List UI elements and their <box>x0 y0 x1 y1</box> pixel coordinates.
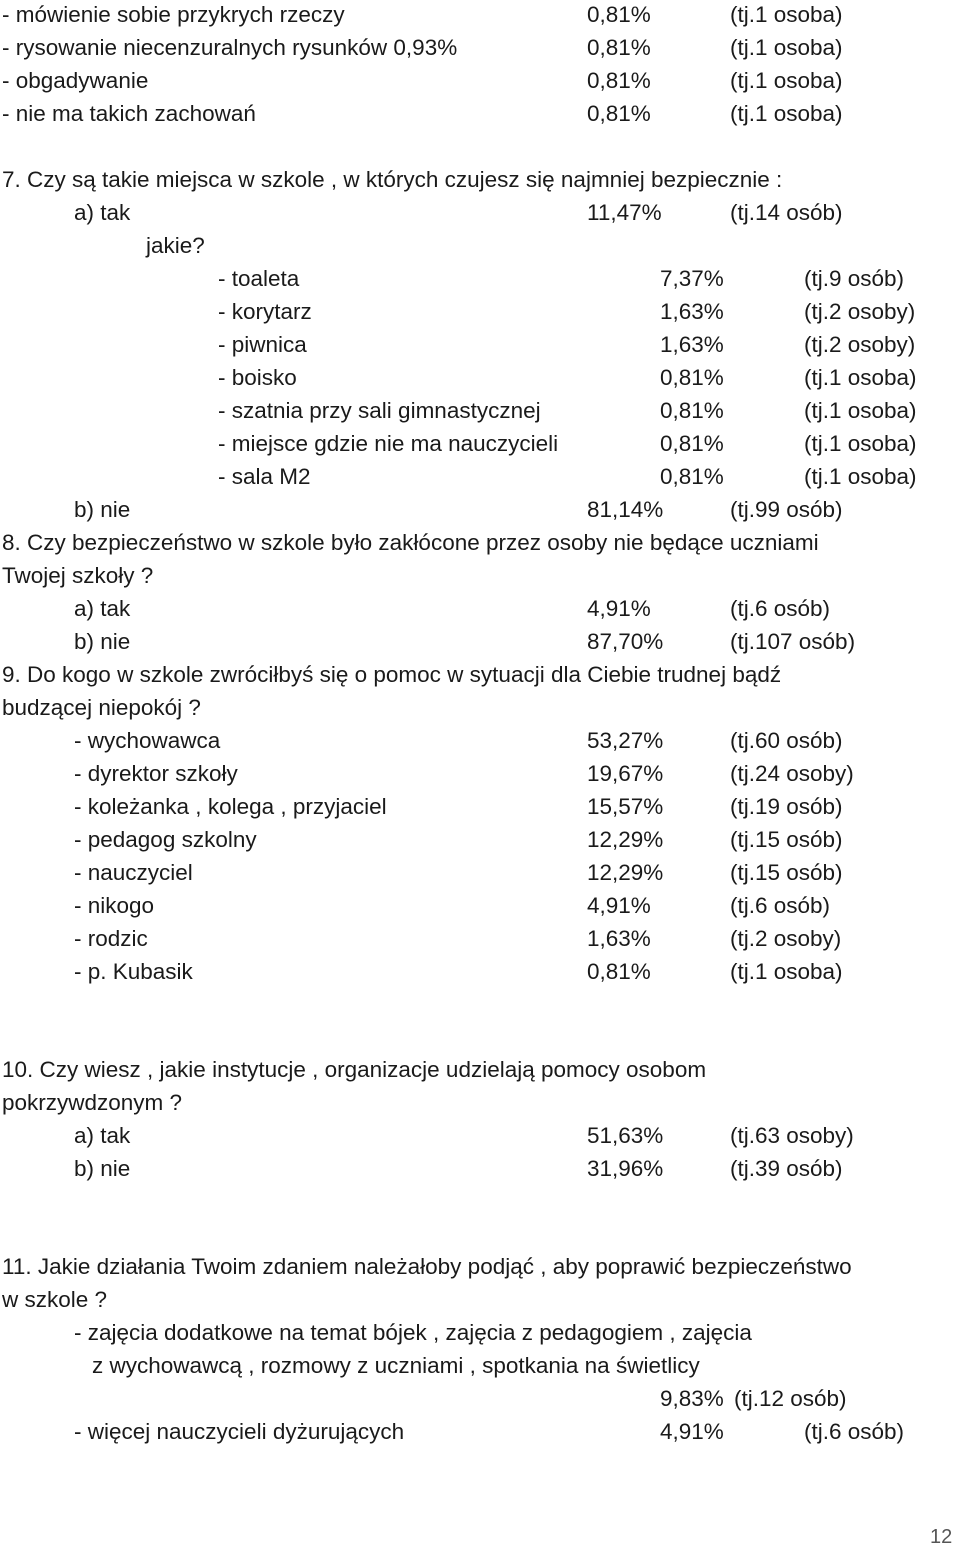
list-item-percent: 1,63% <box>660 299 724 324</box>
list-item-label: - nie ma takich zachowań <box>2 101 256 126</box>
answer-count: (tj.14 osób) <box>730 200 843 225</box>
sub-question: jakie? <box>146 233 205 258</box>
answer-count: (tj.63 osoby) <box>730 1123 854 1148</box>
list-item-percent: 0,81% <box>660 431 724 456</box>
list-item-count: (tj.1 osoba) <box>730 68 843 93</box>
list-item-label: - zajęcia dodatkowe na temat bójek , zajęcia z pedagogiem , zajęcia <box>74 1320 752 1345</box>
list-item-percent: 4,91% <box>660 1419 724 1444</box>
list-item-count: (tj.1 osoba) <box>730 2 843 27</box>
list-item-count: (tj.6 osób) <box>730 893 831 918</box>
list-item-count: (tj.12 osób) <box>734 1386 847 1411</box>
answer-count: (tj.39 osób) <box>730 1156 843 1181</box>
question-heading: 9. Do kogo w szkole zwróciłbyś się o pomoc w sytuacji dla Ciebie trudnej bądź <box>2 662 782 687</box>
list-item-percent: 0,81% <box>587 68 651 93</box>
question-heading: 10. Czy wiesz , jakie instytucje , organizacje udzielają pomocy osobom <box>2 1057 707 1082</box>
question-heading-continued: w szkole ? <box>2 1287 108 1312</box>
answer-percent: 81,14% <box>587 497 664 522</box>
list-item-label: - rodzic <box>74 926 148 951</box>
list-item-label: - pedagog szkolny <box>74 827 257 852</box>
list-item-percent: 7,37% <box>660 266 724 291</box>
list-item-percent: 0,81% <box>587 2 651 27</box>
list-item-label: - koleżanka , kolega , przyjaciel <box>74 794 387 819</box>
answer-percent: 31,96% <box>587 1156 664 1181</box>
list-item-percent: 0,81% <box>587 101 651 126</box>
list-item-count: (tj.1 osoba) <box>730 959 843 984</box>
list-item-label: - piwnica <box>218 332 307 357</box>
list-item-count: (tj.1 osoba) <box>730 35 843 60</box>
list-item-percent: 4,91% <box>587 893 651 918</box>
question-heading-continued: Twojej szkoły ? <box>2 563 154 588</box>
list-item-count: (tj.1 osoba) <box>804 431 917 456</box>
page-number: 12 <box>930 1526 953 1548</box>
list-item-count: (tj.2 osoby) <box>804 299 916 324</box>
list-item-count: (tj.9 osób) <box>804 266 905 291</box>
answer-percent: 87,70% <box>587 629 664 654</box>
answer-count: (tj.99 osób) <box>730 497 843 522</box>
list-item-count: (tj.19 osób) <box>730 794 843 819</box>
answer-label: b) nie <box>74 629 131 654</box>
list-item-count: (tj.1 osoba) <box>804 365 917 390</box>
list-item-percent: 0,81% <box>587 35 651 60</box>
list-item-percent: 1,63% <box>587 926 651 951</box>
list-item-count: (tj.15 osób) <box>730 860 843 885</box>
answer-label: a) tak <box>74 596 131 621</box>
list-item-label: - sala M2 <box>218 464 311 489</box>
list-item-label: - p. Kubasik <box>74 959 193 984</box>
list-item-label-continued: z wychowawcą , rozmowy z uczniami , spotkania na świetlicy <box>92 1353 700 1378</box>
answer-label: a) tak <box>74 1123 131 1148</box>
list-item-label: - szatnia przy sali gimnastycznej <box>218 398 541 423</box>
list-item-label: - boisko <box>218 365 297 390</box>
answer-percent: 51,63% <box>587 1123 664 1148</box>
list-item-percent: 15,57% <box>587 794 664 819</box>
list-item-label: - rysowanie niecenzuralnych rysunków 0,93% <box>2 35 458 60</box>
list-item-percent: 0,81% <box>660 398 724 423</box>
list-item-percent: 0,81% <box>660 365 724 390</box>
answer-count: (tj.107 osób) <box>730 629 856 654</box>
question-heading: 8. Czy bezpieczeństwo w szkole było zakłócone przez osoby nie będące uczniami <box>2 530 819 555</box>
list-item-label: - mówienie sobie przykrych rzeczy <box>2 2 345 27</box>
list-item-percent: 1,63% <box>660 332 724 357</box>
list-item-label: - wychowawca <box>74 728 221 753</box>
list-item-percent: 53,27% <box>587 728 664 753</box>
list-item-label: - więcej nauczycieli dyżurujących <box>74 1419 405 1444</box>
answer-percent: 4,91% <box>587 596 651 621</box>
list-item-count: (tj.1 osoba) <box>804 464 917 489</box>
list-item-count: (tj.60 osób) <box>730 728 843 753</box>
list-item-label: - nikogo <box>74 893 155 918</box>
list-item-count: (tj.2 osoby) <box>804 332 916 357</box>
list-item-label: - nauczyciel <box>74 860 193 885</box>
list-item-label: - obgadywanie <box>2 68 149 93</box>
list-item-count: (tj.24 osoby) <box>730 761 854 786</box>
question-heading: 7. Czy są takie miejsca w szkole , w których czujesz się najmniej bezpiecznie : <box>2 167 783 192</box>
list-item-count: (tj.1 osoba) <box>804 398 917 423</box>
list-item-label: - miejsce gdzie nie ma nauczycieli <box>218 431 559 456</box>
list-item-percent: 12,29% <box>587 827 664 852</box>
answer-count: (tj.6 osób) <box>730 596 831 621</box>
answer-label: b) nie <box>74 497 131 522</box>
list-item-count: (tj.6 osób) <box>804 1419 905 1444</box>
list-item-count: (tj.1 osoba) <box>730 101 843 126</box>
question-heading-continued: budzącej niepokój ? <box>2 695 201 720</box>
answer-label: a) tak <box>74 200 131 225</box>
list-item-label: - toaleta <box>218 266 300 291</box>
list-item-percent: 9,83% <box>660 1386 724 1411</box>
list-item-percent: 0,81% <box>587 959 651 984</box>
list-item-count: (tj.2 osoby) <box>730 926 842 951</box>
list-item-count: (tj.15 osób) <box>730 827 843 852</box>
list-item-percent: 12,29% <box>587 860 664 885</box>
list-item-label: - dyrektor szkoły <box>74 761 238 786</box>
answer-label: b) nie <box>74 1156 131 1181</box>
list-item-percent: 19,67% <box>587 761 664 786</box>
question-heading: 11. Jakie działania Twoim zdaniem należałoby podjąć , aby poprawić bezpieczeństwo <box>2 1254 852 1279</box>
question-heading-continued: pokrzywdzonym ? <box>2 1090 183 1115</box>
list-item-percent: 0,81% <box>660 464 724 489</box>
list-item-label: - korytarz <box>218 299 312 324</box>
answer-percent: 11,47% <box>587 200 662 225</box>
